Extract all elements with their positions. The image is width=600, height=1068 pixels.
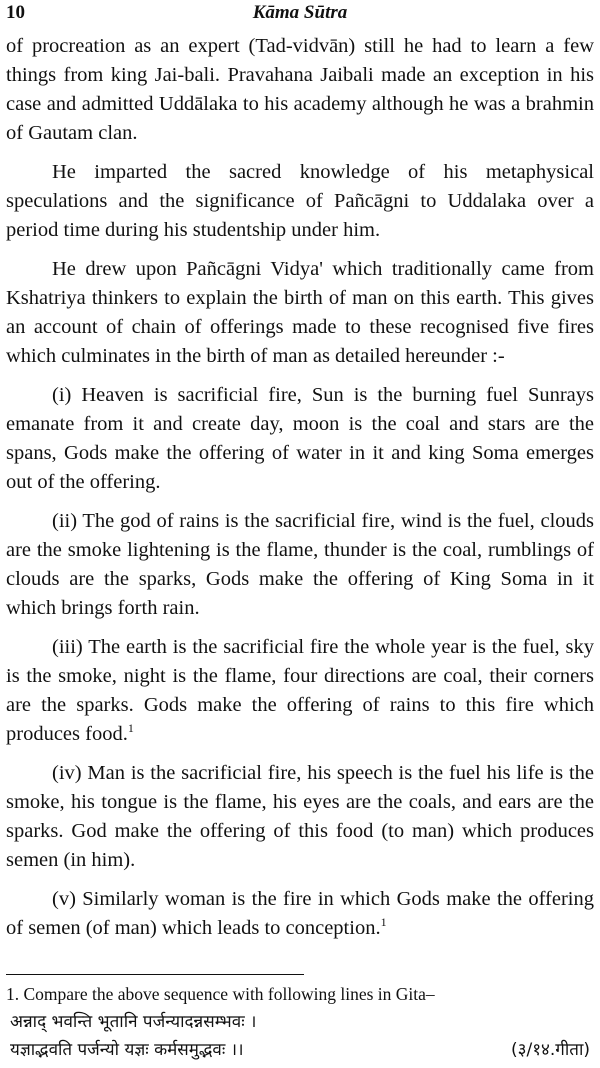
paragraph-text: (i) Heaven is sacrificial fire, Sun is the burning fuel Sunrays emanate from it and create day, moon is the coal and stars are the spans, Gods make the offering of water in it and king Soma emerges out of the offering. [6, 384, 594, 493]
sanskrit-verse-line-2 [6, 1036, 594, 1064]
paragraph-text: (ii) The god of rains is the sacrificial fire, wind is the fuel, clouds are the smoke lightening is the flame, thunder is the coal, rumblings of clouds are the sparks, Gods make the offering of King Soma in it which brings forth rain. [6, 510, 594, 619]
paragraph-text: He imparted the sacred knowledge of his metaphysical speculations and the significance of Pañcāgni to Uddalaka over a period time during his studentship under him. [6, 161, 594, 241]
paragraph-text: of procreation as an expert (Tad-vidvān) still he had to learn a few things from king Jai-bali. Pravahana Jaibali made an exception in his case and admitted Uddālaka to his academy although he was a brahmin of Gautam clan. [6, 35, 594, 144]
footnote-marker: 1 [127, 721, 134, 736]
paragraph-item-i [6, 381, 594, 497]
paragraph [6, 32, 594, 148]
page-number: 10 [6, 2, 25, 23]
paragraph-item-iii [6, 633, 594, 749]
paragraph-item-iv [6, 759, 594, 875]
sanskrit-verse-line-1: अन्नाद् भवन्ति भूतानि पर्जन्यादन्नसम्भवः । [10, 1012, 257, 1032]
footnote-text: 1. Compare the above sequence with following lines in Gita– [6, 984, 435, 1004]
footnote-divider [6, 974, 304, 975]
paragraph-text: (v) Similarly woman is the fire in which Gods make the offering of semen (of man) which leads to conception. [6, 888, 594, 939]
paragraph [6, 158, 594, 245]
sanskrit-verse-text: यज्ञाद्भवति पर्जन्यो यज्ञः कर्मसमुद्भवः ।। [10, 1040, 244, 1060]
paragraph-item-v [6, 885, 594, 943]
paragraph-text: He drew upon Pañcāgni Vidya' which traditionally came from Kshatriya thinkers to explain the birth of man on this earth. This gives an account of chain of offerings made to these recognised five fires which culminates in the birth of man as detailed hereunder :- [6, 258, 594, 367]
body-text [6, 32, 594, 943]
footnote [6, 980, 594, 1064]
running-title: Kāma Sūtra [252, 2, 348, 23]
paragraph-text: (iv) Man is the sacrificial fire, his speech is the fuel his life is the smoke, his tongue is the flame, his eyes are the coals, and ears are the sparks. God make the offering of this food (to man) which produces semen (in him). [6, 762, 594, 871]
paragraph-text: (iii) The earth is the sacrificial fire the whole year is the fuel, sky is the smoke, night is the flame, four directions are coal, their corners are the sparks. Gods make the offering of rains to this fire which produces food. [6, 636, 594, 745]
paragraph [6, 255, 594, 371]
paragraph-item-ii [6, 507, 594, 623]
verse-reference: (३/१४.गीता) [511, 1040, 590, 1060]
footnote-marker: 1 [380, 915, 387, 930]
running-header [6, 0, 594, 26]
